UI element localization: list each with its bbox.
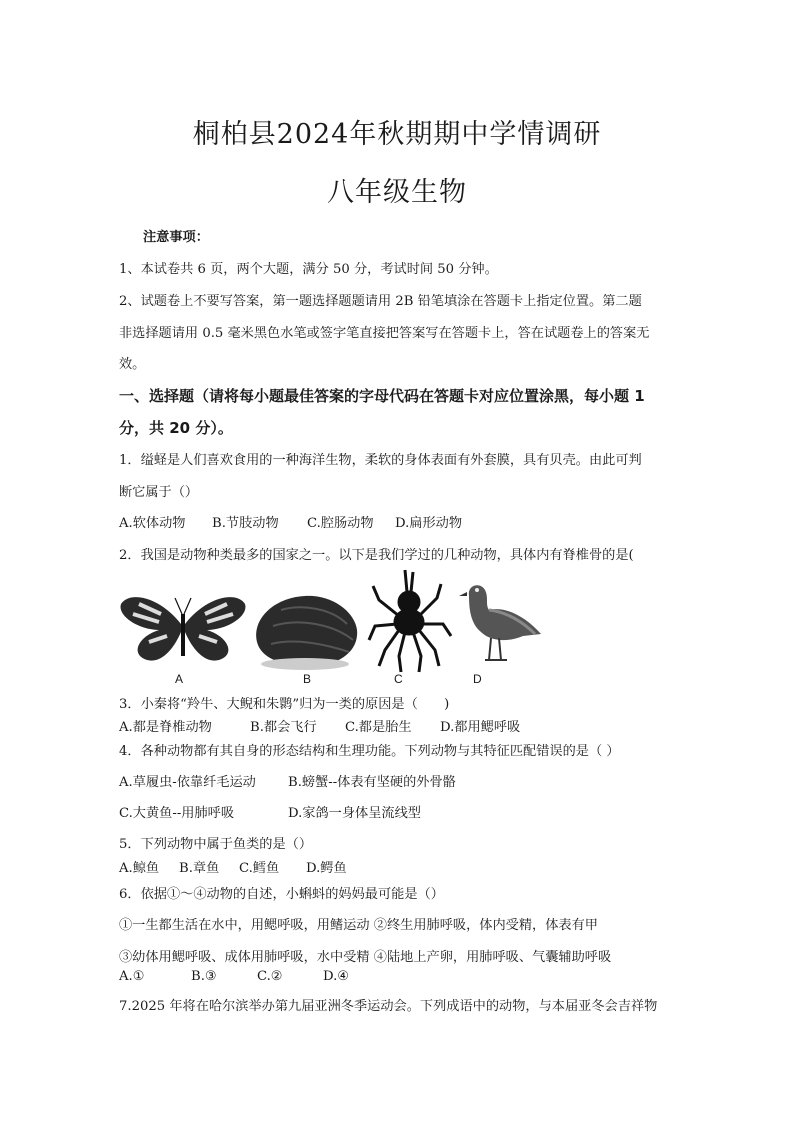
q4-option-c: C.大黄鱼--用肺呼吸 [119, 806, 235, 821]
q3-option-a: A.都是脊椎动物 [119, 720, 212, 735]
q1-options [119, 512, 462, 531]
q2-label-a: A [175, 672, 184, 686]
q2-label-c: C [394, 672, 403, 686]
exam-title: 桐柏县2024年秋期期中学情调研 [192, 119, 602, 150]
q2-figure [119, 566, 559, 686]
q4-option-a: A.草履虫-依靠纤毛运动 [119, 775, 256, 790]
q2-label-d: D [473, 672, 482, 686]
q7-stem: 7.2025 年将在哈尔滨举办第九届亚洲冬季运动会。下列成语中的动物，与本届亚冬会吉祥物 [119, 999, 658, 1014]
q3-option-c: C.都是胎生 [345, 720, 412, 735]
spider-image [369, 570, 451, 672]
q6-option-b: B.③ [191, 969, 217, 984]
q6-statement-line-1: ①一生都生活在水中，用鳃呼吸，用鳍运动 ②终生用肺呼吸，体内受精，体表有甲 [119, 918, 598, 933]
q3-option-d: D.都用鳃呼吸 [440, 720, 521, 735]
butterfly-image [121, 597, 246, 660]
q6-stem: 6．依据①～④动物的自述，小蝌蚪的妈妈最可能是（） [119, 887, 444, 902]
q1-stem-line-2: 断它属于（） [119, 485, 199, 500]
q5-options [119, 857, 347, 876]
q4-options-row-1 [119, 771, 456, 790]
q6-option-a: A.① [119, 969, 145, 984]
q2-stem: 2．我国是动物种类最多的国家之一。以下是我们学过的几种动物，具体内有脊椎骨的是( [119, 548, 634, 563]
q5-stem: 5．下列动物中属于鱼类的是（） [119, 837, 313, 852]
q6-option-d: D.④ [323, 969, 350, 984]
q5-option-d: D.鳄鱼 [306, 861, 347, 876]
q3-stem: 3．小秦将“羚牛、大鲵和朱鹮”归为一类的原因是（ ) [119, 697, 450, 712]
notice-heading: 注意事项： [143, 230, 209, 245]
exam-subtitle: 八年级生物 [327, 177, 467, 208]
q6-statement-line-2: ③幼体用鳃呼吸、成体用肺呼吸，水中受精 ④陆地上产卵，用肺呼吸、气囊辅助呼吸 [119, 950, 612, 965]
q3-option-b: B.都会飞行 [250, 720, 317, 735]
notice-item-2-line-2: 非选择题请用 0.5 毫米黑色水笔或签字笔直接把答案写在答题卡上，答在试题卷上的答案无 [119, 326, 650, 341]
q1-option-a: A.软体动物 [119, 516, 186, 531]
q1-option-c: C.腔肠动物 [307, 516, 374, 531]
q2-label-b: B [303, 672, 312, 686]
q5-option-a: A.鲸鱼 [119, 861, 160, 876]
notice-item-2-line-1: 2、试题卷上不要写答案，第一题选择题题请用 2B 铅笔填涂在答题卡上指定位置。第二题 [119, 294, 642, 309]
notice-item-1: 1、本试卷共 6 页，两个大题，满分 50 分，考试时间 50 分钟。 [119, 262, 498, 277]
pigeon-image [459, 585, 541, 660]
section-1-heading-line-2: 分，共 20 分）。 [119, 419, 233, 437]
q5-option-c: C.鳕鱼 [239, 861, 280, 876]
q3-options [119, 716, 520, 735]
q1-option-b: B.节肢动物 [212, 516, 279, 531]
q5-option-b: B.章鱼 [179, 861, 220, 876]
q2-animal-images [119, 566, 559, 676]
q1-stem-line-1: 1．缢蛏是人们喜欢食用的一种海洋生物，柔软的身体表面有外套膜，具有贝壳。由此可判 [119, 453, 642, 468]
section-1-heading-line-1: 一、选择题（请将每小题最佳答案的字母代码在答题卡对应位置涂黑，每小题 1 [119, 387, 645, 405]
q6-option-c: C.② [257, 969, 283, 984]
q4-option-b: B.螃蟹--体表有坚硬的外骨骼 [288, 775, 456, 790]
q6-options [119, 969, 349, 984]
q4-stem: 4．各种动物都有其自身的形态结构和生理功能。下列动物与其特征匹配错误的是（ ） [119, 744, 620, 759]
shell-image [256, 596, 357, 670]
q4-options-row-2 [119, 802, 421, 821]
q1-option-d: D.扁形动物 [395, 516, 463, 531]
notice-item-2-line-3: 效。 [119, 357, 146, 372]
q4-option-d: D.家鸽一身体呈流线型 [288, 806, 421, 821]
